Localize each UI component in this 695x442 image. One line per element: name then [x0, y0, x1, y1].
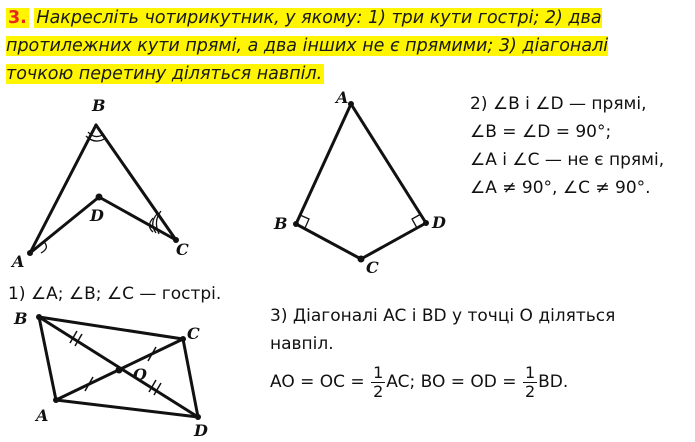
side-dc	[183, 339, 198, 417]
vertex-b-dot	[293, 221, 299, 227]
side-ab	[296, 104, 351, 224]
vertex-a-dot	[53, 397, 59, 403]
label-b: B	[92, 96, 106, 115]
vertex-a-dot	[348, 101, 354, 107]
label-c: C	[176, 240, 189, 259]
task-statement	[6, 4, 666, 88]
side-ad	[351, 104, 426, 223]
note-2-line-2: ∠B = ∠D = 90°;	[470, 122, 612, 142]
side-ab	[30, 125, 96, 253]
label-d: D	[432, 213, 446, 232]
note-3-line-1: 3) Діагоналі AC і BD у точці O діляться	[270, 306, 616, 326]
label-a: A	[36, 406, 49, 425]
side-cd	[99, 197, 176, 240]
figure-3-parallelogram	[6, 302, 226, 437]
midpoint-formula	[270, 362, 568, 402]
vertex-c-dot	[358, 256, 365, 263]
side-ba	[39, 317, 56, 400]
center-o-dot	[116, 367, 123, 374]
note-2-line-3: ∠A і ∠C — не є прямі,	[470, 150, 665, 170]
label-d: D	[194, 421, 208, 437]
note-1: 1) ∠A; ∠B; ∠C — гострі.	[8, 284, 222, 304]
label-c: C	[187, 324, 200, 343]
note-2-line-1: 2) ∠B і ∠D — прямі,	[470, 94, 647, 114]
label-a: A	[12, 252, 25, 271]
side-cb	[39, 317, 183, 339]
side-da	[30, 197, 99, 253]
label-b: B	[14, 309, 28, 328]
fraction-one-half-2: $\frac{1}{2}$	[524, 362, 536, 401]
side-bc	[96, 125, 176, 240]
label-c: C	[366, 258, 379, 276]
formula-ao-oc: AO = OC =	[270, 372, 365, 392]
label-d: D	[90, 206, 104, 225]
task-number: 3.	[8, 8, 27, 28]
task-text: Накресліть чотирикутник, у якому: 1) три кути гострі; 2) два протилежних кути прямі, а два інших не є прямими; 3) діагоналі точкою перетину діляться навпіл.	[6, 8, 609, 84]
vertex-a-dot	[27, 250, 33, 256]
side-dc	[361, 223, 426, 259]
figure-1-quadrilateral	[6, 90, 206, 280]
formula-ac: AC;	[386, 372, 416, 392]
vertex-d-dot	[96, 194, 103, 201]
label-a: A	[336, 88, 349, 107]
note-3-line-2: навпіл.	[270, 334, 334, 354]
figure-2-kite	[262, 86, 447, 276]
vertex-d-dot	[423, 220, 429, 226]
vertex-b-dot	[36, 314, 42, 320]
vertex-d-dot	[195, 414, 201, 420]
label-b: B	[274, 214, 288, 233]
formula-bo-od: BO = OD =	[420, 372, 517, 392]
formula-bd: BD.	[538, 372, 569, 392]
side-bc	[296, 224, 361, 259]
vertex-c-dot	[180, 336, 186, 342]
fraction-one-half-1: $\frac{1}{2}$	[373, 362, 384, 401]
label-o: O	[133, 365, 147, 384]
note-2-line-4: ∠A ≠ 90°, ∠C ≠ 90°.	[470, 178, 651, 198]
